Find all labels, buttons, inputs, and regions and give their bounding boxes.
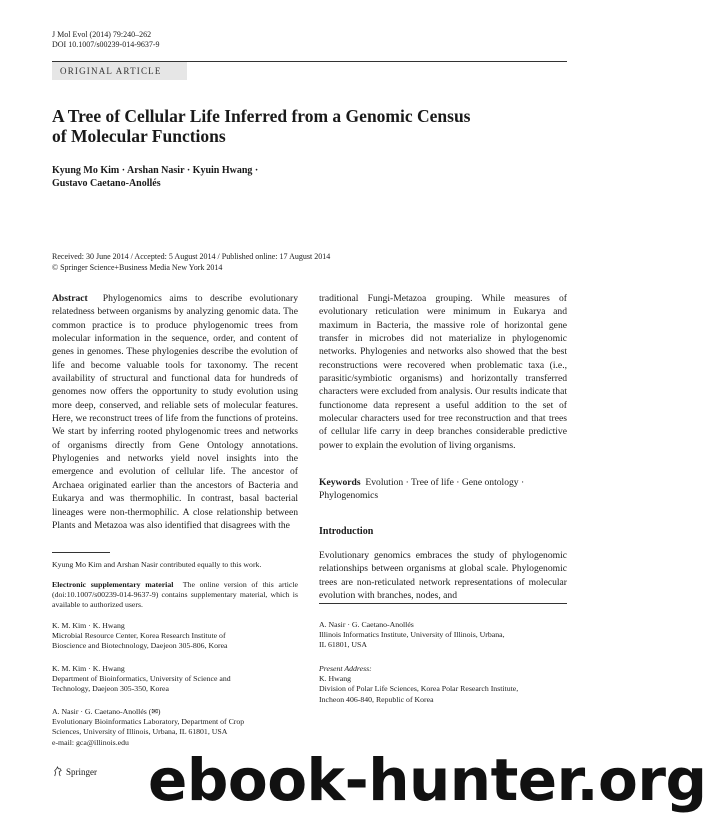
esm-text: The online version of this article (doi:10.1007/s00239-014-9637-9) contains supplementary material, which is available to authorized users.: [52, 580, 299, 610]
affiliation-line: Evolutionary Bioinformatics Laboratory, Department of Crop: [52, 717, 245, 727]
affiliation-names: A. Nasir · G. Caetano-Anollés (✉): [52, 707, 161, 716]
paper-title: [52, 106, 522, 146]
footnote-rule: [319, 603, 567, 604]
publisher-logo: [52, 766, 97, 777]
journal-line: J Mol Evol (2014) 79:240–262: [52, 30, 152, 39]
present-address-name: K. Hwang: [319, 674, 352, 684]
esm-note: [52, 580, 298, 611]
title-line: of Molecular Functions: [52, 126, 226, 146]
affiliation-line: Bioscience and Biotechnology, Daejeon 305-806, Korea: [52, 641, 228, 651]
dates-line: Received: 30 June 2014 / Accepted: 5 August 2014 / Published online: 17 August 2014: [52, 252, 331, 261]
email-line[interactable]: e-mail: gca@illinois.edu: [52, 737, 129, 747]
affiliation-line: Technology, Daejeon 305-350, Korea: [52, 684, 169, 694]
abstract-label: Abstract: [52, 293, 88, 304]
affiliation-line: Incheon 406-840, Republic of Korea: [319, 694, 434, 704]
affiliation-line: Sciences, University of Illinois, Urbana, IL 61801, USA: [52, 727, 228, 737]
keywords-text: Evolution · Tree of life · Gene ontology · Phylogenomics: [319, 477, 525, 502]
present-address-label: Present Address:: [319, 664, 372, 673]
footnote-rule: [52, 552, 110, 553]
introduction-text: Evolutionary genomics embraces the study of phylogenomic relationships between organisms at global scale. Phylogenomic trees are non-reticulated network representations of molecular evolution with branches, nodes, and: [319, 550, 567, 602]
affiliation-names: K. M. Kim · K. Hwang: [52, 664, 125, 673]
affiliation-line: Division of Polar Life Sciences, Korea Polar Research Institute,: [319, 684, 519, 694]
affiliation: [52, 621, 298, 652]
contribution-note: Kyung Mo Kim and Arshan Nasir contributed equally to this work.: [52, 560, 262, 569]
author-list: [52, 164, 352, 190]
authors-line: Kyung Mo Kim · Arshan Nasir · Kyuin Hwang ·: [52, 165, 259, 176]
keywords-label: Keywords: [319, 477, 361, 488]
watermark: ebook-hunter.org: [148, 746, 706, 814]
copyright-line: © Springer Science+Business Media New York 2014: [52, 262, 223, 272]
affiliation-line: Department of Bioinformatics, University of Science and: [52, 674, 231, 684]
abstract-text: Phylogenomics aims to describe evolutionary relatedness between organisms by analyzing genomic data. The common practice is to produce phylogenomic trees from molecular information in the sequence, order, and content of genes in genomes. These phylogenies describe the evolution of life and become valuable tools for taxonomy. The recent availability of structural and functional data for hundreds of genomes now offers the opportunity to study evolution using more deep, conserved, and reliable sets of molecular features. Here, we reconstruct trees of life from the functions of proteins. We start by inferring rooted phylogenomic trees and networks of organisms directly from Gene Ontology annotations. Phylogenies and networks yield novel insights into the emergence and evolution of cellular life. The ancestor of Archaea originated earlier than the ancestors of Bacteria and Eukarya and was thermophilic. In contrast, basal bacterial lineages were non-thermophilic. A close relationship between Plants and Metazoa was also identified that disagrees with the: [52, 293, 298, 531]
springer-horse-icon: [52, 766, 63, 777]
affiliation-names: K. M. Kim · K. Hwang: [52, 621, 125, 630]
publication-dates: [52, 252, 567, 273]
abstract-right: traditional Fungi-Metazoa grouping. While measures of evolutionary reticulation were minimum in Eukarya and maximum in Bacteria, the massive role of horizontal gene transfer in microbes did not materialize in phylogenomic networks. Phylogenies and networks also showed that the best reconstructions were recovered when problematic taxa (i.e., parasitic/symbiotic organisms) and horizontally transferred characters were excluded from analysis. Our results indicate that functionome data represent a useful addition to the set of molecular characters used for tree reconstruction and that trees of cellular life carry in deep branches considerable predictive power to explain the evolution of living organisms.: [319, 293, 568, 451]
abstract-left: [52, 292, 298, 532]
publisher-name: Springer: [66, 766, 97, 777]
esm-label: Electronic supplementary material: [52, 580, 174, 589]
doi-line: DOI 10.1007/s00239-014-9637-9: [52, 40, 160, 49]
journal-citation: [52, 30, 160, 50]
affiliation-names: A. Nasir · G. Caetano-Anollés: [319, 620, 414, 629]
affiliation-line: Microbial Resource Center, Korea Research Institute of: [52, 631, 226, 641]
authors-line: Gustavo Caetano-Anollés: [52, 178, 161, 189]
affiliation: [52, 664, 298, 695]
affiliation: [52, 707, 298, 748]
title-line: A Tree of Cellular Life Inferred from a Genomic Census: [52, 106, 471, 126]
affiliation-line: IL 61801, USA: [319, 640, 368, 650]
affiliation-line: Illinois Informatics Institute, University of Illinois, Urbana,: [319, 630, 505, 640]
keywords: [319, 476, 567, 503]
article-type-label: ORIGINAL ARTICLE: [52, 62, 187, 80]
present-address: [319, 664, 567, 705]
section-heading: Introduction: [319, 526, 374, 537]
affiliation: [319, 620, 567, 651]
